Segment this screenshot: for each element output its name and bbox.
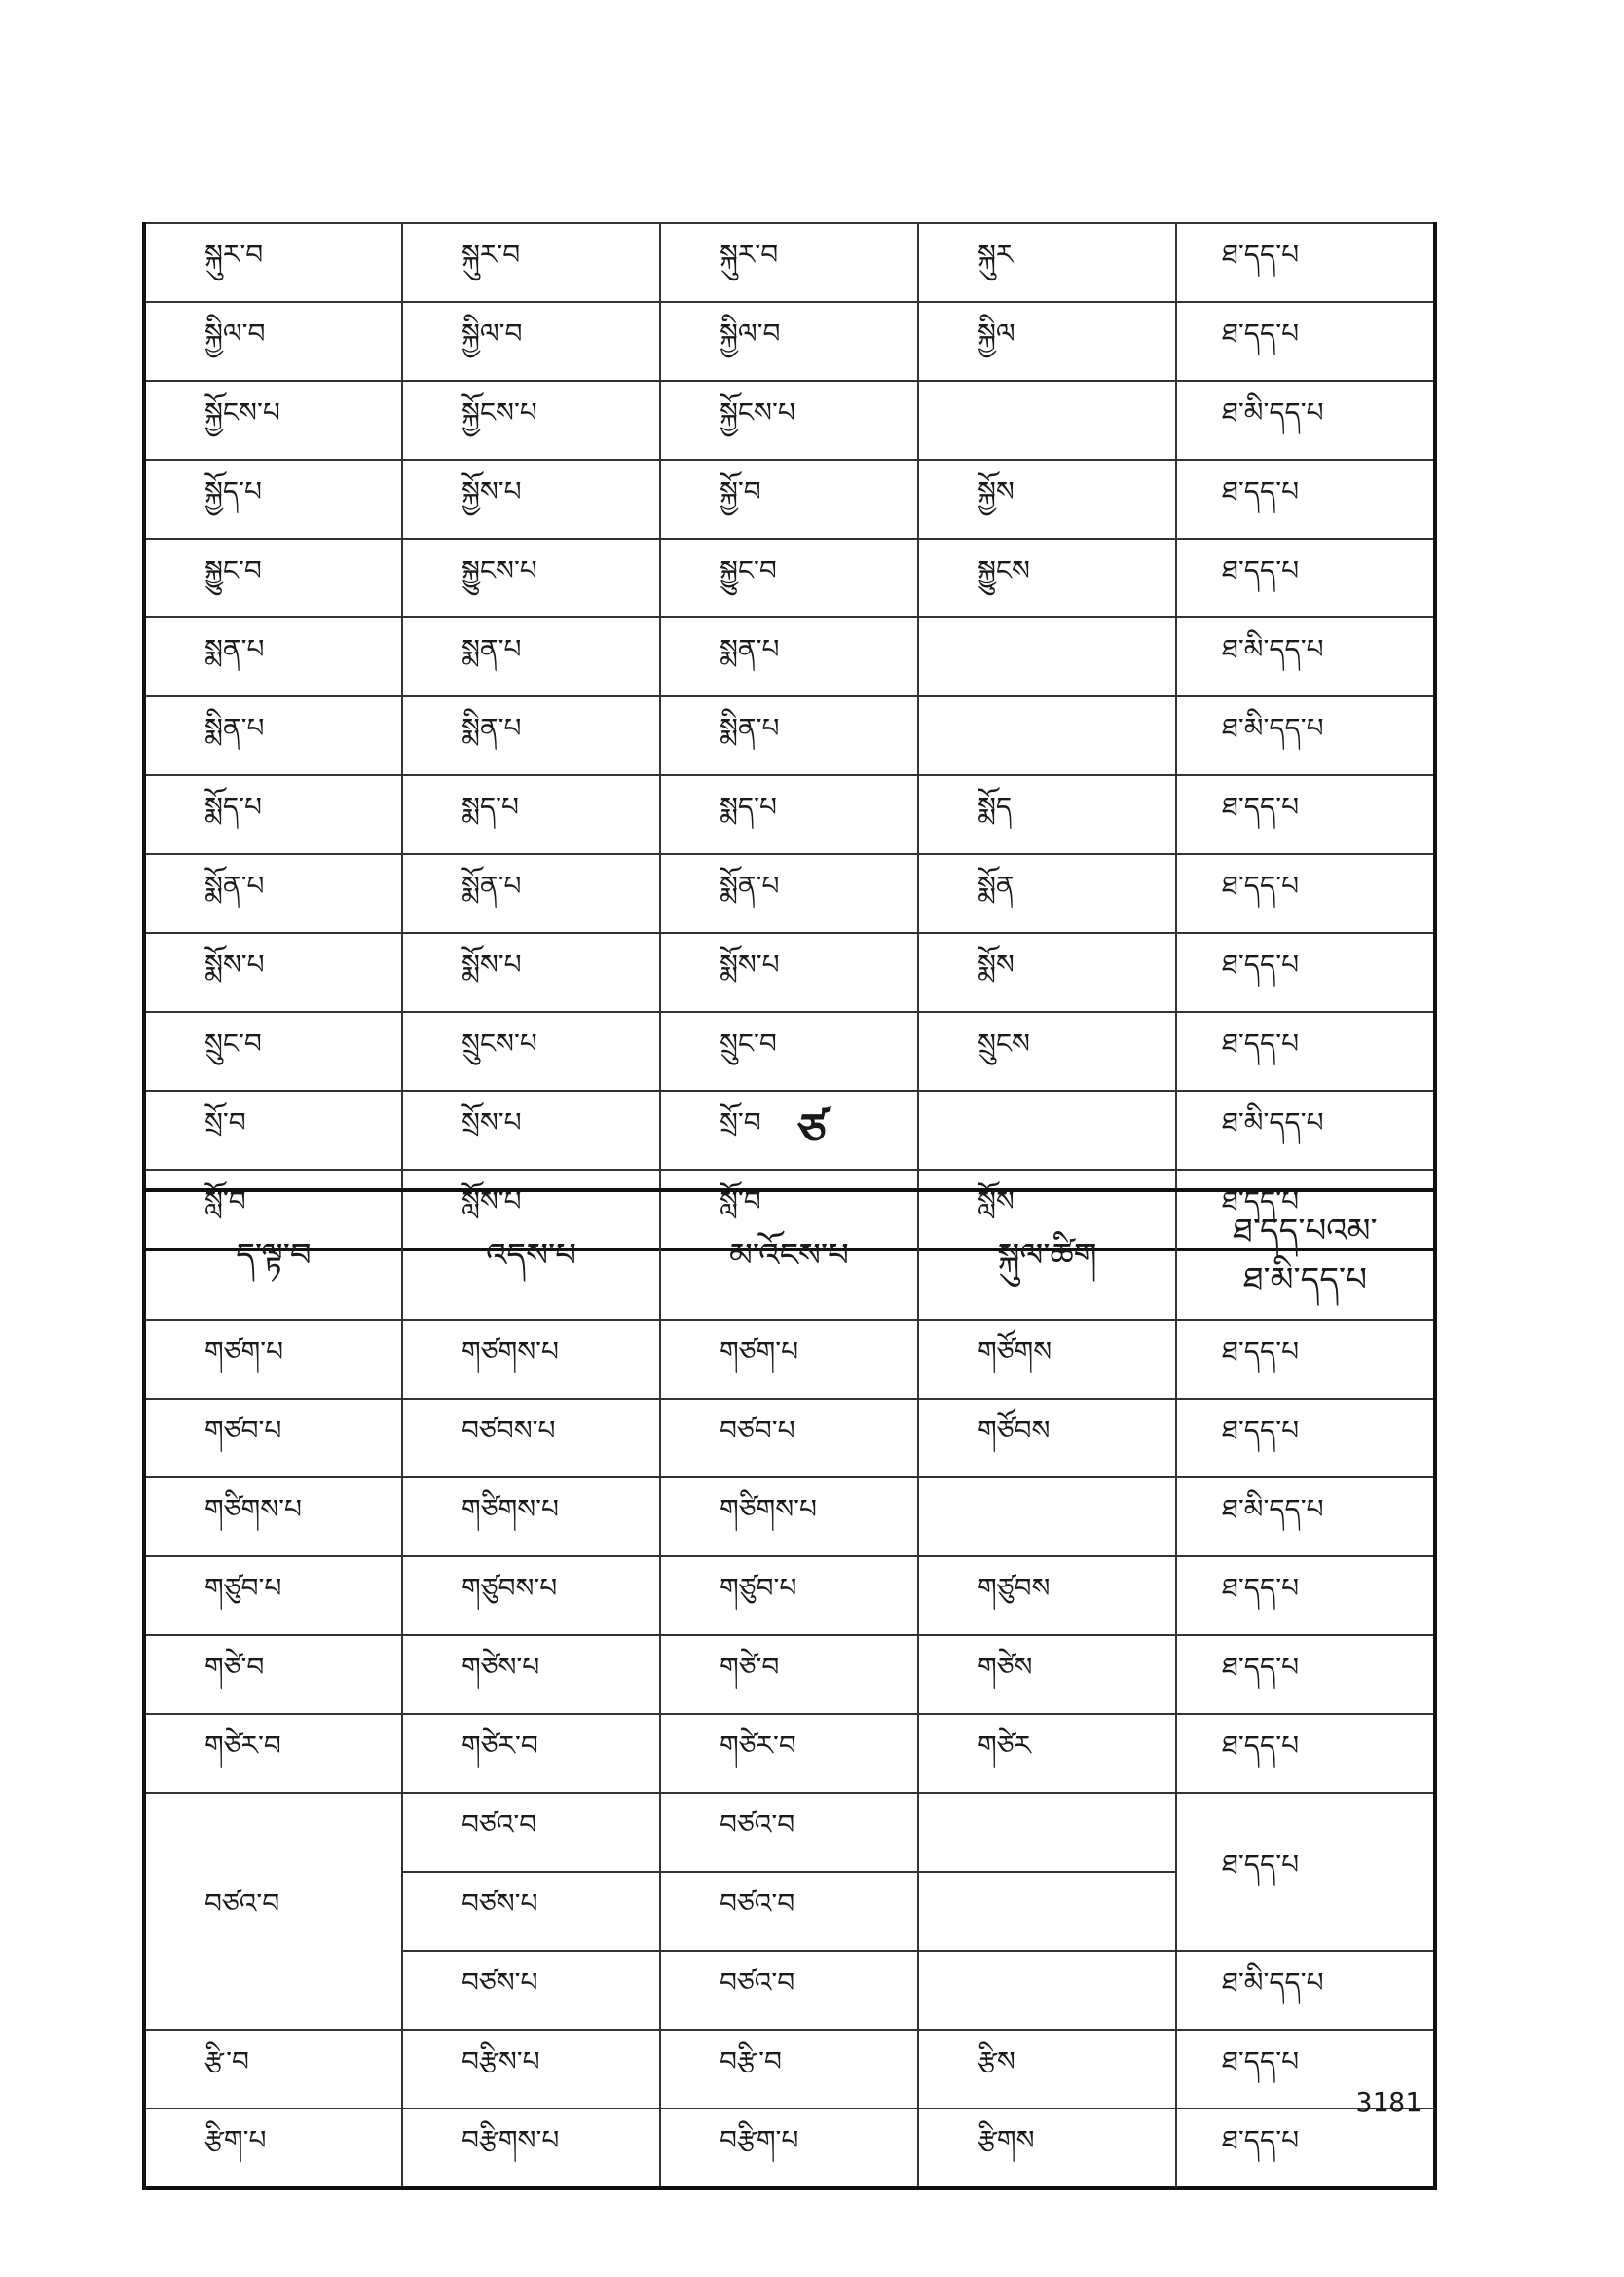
table-cell: རྩིགས bbox=[918, 2109, 1176, 2188]
table-cell: སྲོས་པ bbox=[402, 1091, 660, 1170]
table-cell: བརྩི་བ bbox=[660, 2030, 918, 2109]
table-cell: སྐུར་བ bbox=[144, 223, 402, 302]
table-cell: སྐྱུང་བ bbox=[144, 539, 402, 617]
header-present-label: ད་ལྟ་བ bbox=[236, 1236, 312, 1275]
table-row bbox=[144, 223, 1435, 302]
table-cell: སྲུང་བ bbox=[144, 1012, 402, 1091]
header-past-label: འདས་པ bbox=[486, 1236, 576, 1275]
table-cell: བཙའ་བ bbox=[402, 1793, 660, 1872]
table-cell: ཐ་དད་པ bbox=[1176, 223, 1435, 302]
table-row bbox=[144, 1012, 1435, 1091]
table-cell: ཐ་མི་དད་པ bbox=[1176, 1091, 1435, 1170]
table-cell: ཐ་དད་པ bbox=[1176, 539, 1435, 617]
table-cell bbox=[918, 1477, 1176, 1556]
table-cell: བཙབས་པ bbox=[402, 1399, 660, 1477]
table-cell: རྩིས bbox=[918, 2030, 1176, 2109]
table-cell bbox=[918, 1793, 1176, 1872]
table-cell: སྐྱིལ་བ bbox=[660, 302, 918, 381]
table-cell: སྐྱོས bbox=[918, 460, 1176, 539]
table-cell: བཙབ་པ bbox=[660, 1399, 918, 1477]
table-row bbox=[144, 1635, 1435, 1714]
table-cell: ཐ་མི་དད་པ bbox=[1176, 696, 1435, 775]
table-row bbox=[144, 460, 1435, 539]
table-cell: བརྩིགས་པ bbox=[402, 2109, 660, 2188]
table-cell: བརྩིས་པ bbox=[402, 2030, 660, 2109]
table-cell: ཐ་དད་པ bbox=[1176, 775, 1435, 854]
table-row bbox=[144, 1477, 1435, 1556]
header-transitivity bbox=[1176, 1190, 1435, 1320]
table-cell: བཙའ་བ bbox=[660, 1793, 918, 1872]
table-cell: སྨོད bbox=[918, 775, 1176, 854]
header-imperative bbox=[918, 1190, 1176, 1320]
header-future-label: མ་འོངས་པ bbox=[729, 1236, 849, 1275]
table-cell: ཐ་མི་དད་པ bbox=[1176, 381, 1435, 460]
table-cell: སྐུར་བ bbox=[402, 223, 660, 302]
header-future bbox=[660, 1190, 918, 1320]
table-cell: གཙག་པ bbox=[144, 1320, 402, 1399]
table-row bbox=[144, 2109, 1435, 2188]
table-cell: སྐུར་བ bbox=[660, 223, 918, 302]
header-imperative-label: སྐུལ་ཚིག bbox=[997, 1236, 1097, 1275]
table-row bbox=[144, 617, 1435, 696]
table-cell: ཐ་དད་པ bbox=[1176, 1320, 1435, 1399]
table-cell: སྨིན་པ bbox=[144, 696, 402, 775]
table-cell: བཙས་པ bbox=[402, 1872, 660, 1951]
table-cell: སྨོས་པ bbox=[402, 933, 660, 1012]
table-cell bbox=[918, 381, 1176, 460]
table-cell: ཐ་དད་པ bbox=[1176, 2030, 1435, 2109]
table-cell: གཙེར་བ bbox=[402, 1714, 660, 1793]
table-row bbox=[144, 1793, 1435, 1872]
table-cell: སྲོ་བ bbox=[660, 1091, 918, 1170]
table-cell: གཙུབས bbox=[918, 1556, 1176, 1635]
header-row bbox=[144, 1190, 1435, 1320]
table-cell: སྐུར bbox=[918, 223, 1176, 302]
table-cell: གཙེ་བ bbox=[144, 1635, 402, 1714]
table-row bbox=[144, 302, 1435, 381]
table-cell: སྐྱིལ་བ bbox=[402, 302, 660, 381]
table-row bbox=[144, 381, 1435, 460]
table-cell: ཐ་མི་དད་པ bbox=[1176, 617, 1435, 696]
table-cell: སྨན་པ bbox=[402, 617, 660, 696]
table-cell: ཐ་མི་དད་པ bbox=[1176, 1951, 1435, 2030]
table-cell: གཙོགས bbox=[918, 1320, 1176, 1399]
header-past bbox=[402, 1190, 660, 1320]
table-row bbox=[144, 775, 1435, 854]
table-cell: སྨོན་པ bbox=[144, 854, 402, 933]
table-cell: སྐྱོ་བ bbox=[660, 460, 918, 539]
table-cell: སྨོས་པ bbox=[144, 933, 402, 1012]
table-cell: སྨད་པ bbox=[402, 775, 660, 854]
table-cell: སྲོ་བ bbox=[144, 1091, 402, 1170]
table-cell: གཙེར་བ bbox=[144, 1714, 402, 1793]
table-cell: གཙག་པ bbox=[660, 1320, 918, 1399]
section-heading: ཙ bbox=[797, 1103, 827, 1156]
table-cell: གཙབ་པ bbox=[144, 1399, 402, 1477]
header-transitivity-line-1: ཐ་དད་པའམ་ bbox=[1233, 1212, 1378, 1250]
table-row bbox=[144, 1320, 1435, 1399]
table-cell: གཙོབས bbox=[918, 1399, 1176, 1477]
table-cell: སྲུངས bbox=[918, 1012, 1176, 1091]
table-cell: ཐ་དད་པ bbox=[1176, 1556, 1435, 1635]
table-cell: སྐྱུང་བ bbox=[660, 539, 918, 617]
table-cell: སྐྱུངས bbox=[918, 539, 1176, 617]
table-cell: སྨིན་པ bbox=[402, 696, 660, 775]
table-cell: སློ་བ bbox=[660, 1170, 918, 1250]
table-cell: སྐྱོངས་པ bbox=[402, 381, 660, 460]
table-cell: གཙིགས་པ bbox=[660, 1477, 918, 1556]
table-row bbox=[144, 696, 1435, 775]
table-cell: གཙེས་པ bbox=[402, 1635, 660, 1714]
table-cell: སྐྱོངས་པ bbox=[144, 381, 402, 460]
table-cell: སློས bbox=[918, 1170, 1176, 1250]
table-cell: རྩི་བ bbox=[144, 2030, 402, 2109]
table-cell: ཐ་དད་པ bbox=[1176, 1714, 1435, 1793]
table-cell: སྨོད་པ bbox=[144, 775, 402, 854]
table-cell: སྐྱིལ bbox=[918, 302, 1176, 381]
table-cell: སྨན་པ bbox=[144, 617, 402, 696]
header-present bbox=[144, 1190, 402, 1320]
table-row bbox=[144, 1399, 1435, 1477]
table-cell: ཐ་དད་པ bbox=[1176, 1399, 1435, 1477]
table-row bbox=[144, 854, 1435, 933]
table-cell: སྐྱོད་པ bbox=[144, 460, 402, 539]
table-cell: སྲུང་བ bbox=[660, 1012, 918, 1091]
table-cell: སྨིན་པ bbox=[660, 696, 918, 775]
table-cell: སྨན་པ bbox=[660, 617, 918, 696]
table-row bbox=[144, 1714, 1435, 1793]
table-row bbox=[144, 2030, 1435, 2109]
table-cell bbox=[918, 696, 1176, 775]
table-cell: སྐྱོས་པ bbox=[402, 460, 660, 539]
table-cell: སྐྱུངས་པ bbox=[402, 539, 660, 617]
table-cell bbox=[918, 1872, 1176, 1951]
table-cell: བཙའ་བ bbox=[660, 1951, 918, 2030]
table-cell: ཐ་དད་པ bbox=[1176, 460, 1435, 539]
table-cell: གཙེར་བ bbox=[660, 1714, 918, 1793]
table-cell: སྨོན་པ bbox=[402, 854, 660, 933]
table-cell: གཙིགས་པ bbox=[402, 1477, 660, 1556]
table-cell: ཐ་དད་པ bbox=[1176, 2109, 1435, 2188]
table-cell: སློ་བ bbox=[144, 1170, 402, 1250]
table-cell: སྨོས་པ bbox=[660, 933, 918, 1012]
table-cell bbox=[918, 617, 1176, 696]
table-cell: སྨོས bbox=[918, 933, 1176, 1012]
table-cell: ཐ་དད་པ bbox=[1176, 1012, 1435, 1091]
table-cell: ཐ་མི་དད་པ bbox=[1176, 1477, 1435, 1556]
table-cell: ཐ་དད་པ bbox=[1176, 302, 1435, 381]
table-cell: སྐྱིལ་བ bbox=[144, 302, 402, 381]
table-cell: བཙའ་བ bbox=[660, 1872, 918, 1951]
table-cell: གཙེས bbox=[918, 1635, 1176, 1714]
header-transitivity-line-2: ཐ་མི་དད་པ bbox=[1243, 1260, 1367, 1299]
table-cell: གཙིགས་པ bbox=[144, 1477, 402, 1556]
table-cell: སློས་པ bbox=[402, 1170, 660, 1250]
table-cell: ཐ་དད་པ bbox=[1176, 1170, 1435, 1250]
table-cell: གཙུབས་པ bbox=[402, 1556, 660, 1635]
merged-transitivity-cell: ཐ་དད་པ bbox=[1176, 1793, 1435, 1951]
page-number: 3181 bbox=[1355, 2086, 1421, 2118]
table-cell: བརྩིག་པ bbox=[660, 2109, 918, 2188]
table-cell: ཐ་དད་པ bbox=[1176, 1635, 1435, 1714]
table-cell: སྲུངས་པ bbox=[402, 1012, 660, 1091]
table-cell: བཙས་པ bbox=[402, 1951, 660, 2030]
table-cell: གཙགས་པ bbox=[402, 1320, 660, 1399]
table-cell: ཐ་དད་པ bbox=[1176, 933, 1435, 1012]
table-cell: རྩིག་པ bbox=[144, 2109, 402, 2188]
table-cell: གཙུབ་པ bbox=[660, 1556, 918, 1635]
table-row bbox=[144, 539, 1435, 617]
table-cell: སྨོན་པ bbox=[660, 854, 918, 933]
table-cell: སྐྱོངས་པ bbox=[660, 381, 918, 460]
table-cell: ཐ་དད་པ bbox=[1176, 854, 1435, 933]
verb-table-2 bbox=[142, 1188, 1437, 2190]
table-cell: གཙེར bbox=[918, 1714, 1176, 1793]
table-row bbox=[144, 1556, 1435, 1635]
table-cell bbox=[918, 1951, 1176, 2030]
merged-present-cell: བཙའ་བ bbox=[144, 1793, 402, 2030]
table-row bbox=[144, 933, 1435, 1012]
table-cell: གཙེ་བ bbox=[660, 1635, 918, 1714]
table-cell: སྨོན bbox=[918, 854, 1176, 933]
table-cell: གཙུབ་པ bbox=[144, 1556, 402, 1635]
table-cell: སྨད་པ bbox=[660, 775, 918, 854]
